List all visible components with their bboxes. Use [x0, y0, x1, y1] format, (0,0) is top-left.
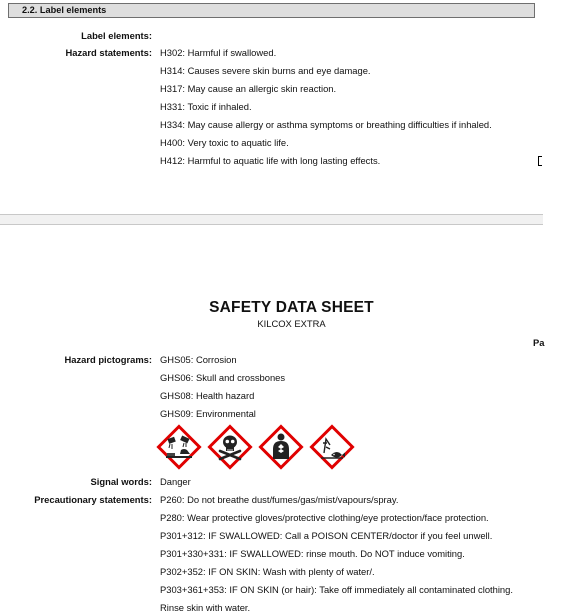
hazard-statement: H400: Very toxic to aquatic life. — [160, 137, 289, 148]
hazard-statement: H302: Harmful if swallowed. — [160, 47, 277, 58]
environment-icon — [310, 425, 354, 469]
precautionary-statement: P280: Wear protective gloves/protective clothing/eye protection/face protection. — [160, 512, 489, 523]
health-hazard-icon — [259, 425, 303, 469]
precautionary-statement: P303+361+353: IF ON SKIN (or hair): Take off immediately all contaminated clothing. — [160, 584, 513, 595]
pictogram-item: GHS06: Skull and crossbones — [160, 372, 286, 383]
page-break — [0, 214, 543, 225]
pictogram-item: GHS08: Health hazard — [160, 390, 255, 401]
hazard-statement: H314: Causes severe skin burns and eye damage. — [160, 65, 371, 76]
precautionary-statement: P301+312: IF SWALLOWED: Call a POISON CENTER/doctor if you feel unwell. — [160, 530, 493, 541]
precautionary-statement: P302+352: IF ON SKIN: Wash with plenty of water/. — [160, 566, 375, 577]
precautionary-statement: P301+330+331: IF SWALLOWED: rinse mouth. Do NOT induce vomiting. — [160, 548, 465, 559]
section-title: 2.2. Label elements — [22, 5, 107, 15]
signal-words-label: Signal words: — [90, 476, 152, 487]
label-elements-label: Label elements: — [81, 30, 152, 41]
hazard-statement: H317: May cause an allergic skin reaction. — [160, 83, 337, 94]
precautionary-statements-label: Precautionary statements: — [34, 494, 152, 505]
pictogram-item: GHS05: Corrosion — [160, 354, 237, 365]
precautionary-statement: P260: Do not breathe dust/fumes/gas/mist/vapours/spray. — [160, 494, 399, 505]
pictogram-item: GHS09: Environmental — [160, 408, 256, 419]
corrosion-icon — [157, 425, 201, 469]
page-number-label: Pa — [533, 337, 545, 348]
document-title: SAFETY DATA SHEET — [209, 299, 374, 316]
hazard-statement: H412: Harmful to aquatic life with long lasting effects. — [160, 155, 381, 166]
signal-word-value: Danger — [160, 476, 191, 487]
edge-bracket-mark — [538, 156, 542, 166]
product-name: KILCOX EXTRA — [257, 318, 326, 329]
hazard-statements-label: Hazard statements: — [65, 47, 152, 58]
section-header — [8, 3, 535, 18]
skull-crossbones-icon — [208, 425, 252, 469]
hazard-statement: H331: Toxic if inhaled. — [160, 101, 252, 112]
hazard-statement: H334: May cause allergy or asthma symptoms or breathing difficulties if inhaled. — [160, 119, 492, 130]
hazard-pictograms-label: Hazard pictograms: — [64, 354, 152, 365]
precautionary-statement: Rinse skin with water. — [160, 602, 251, 613]
